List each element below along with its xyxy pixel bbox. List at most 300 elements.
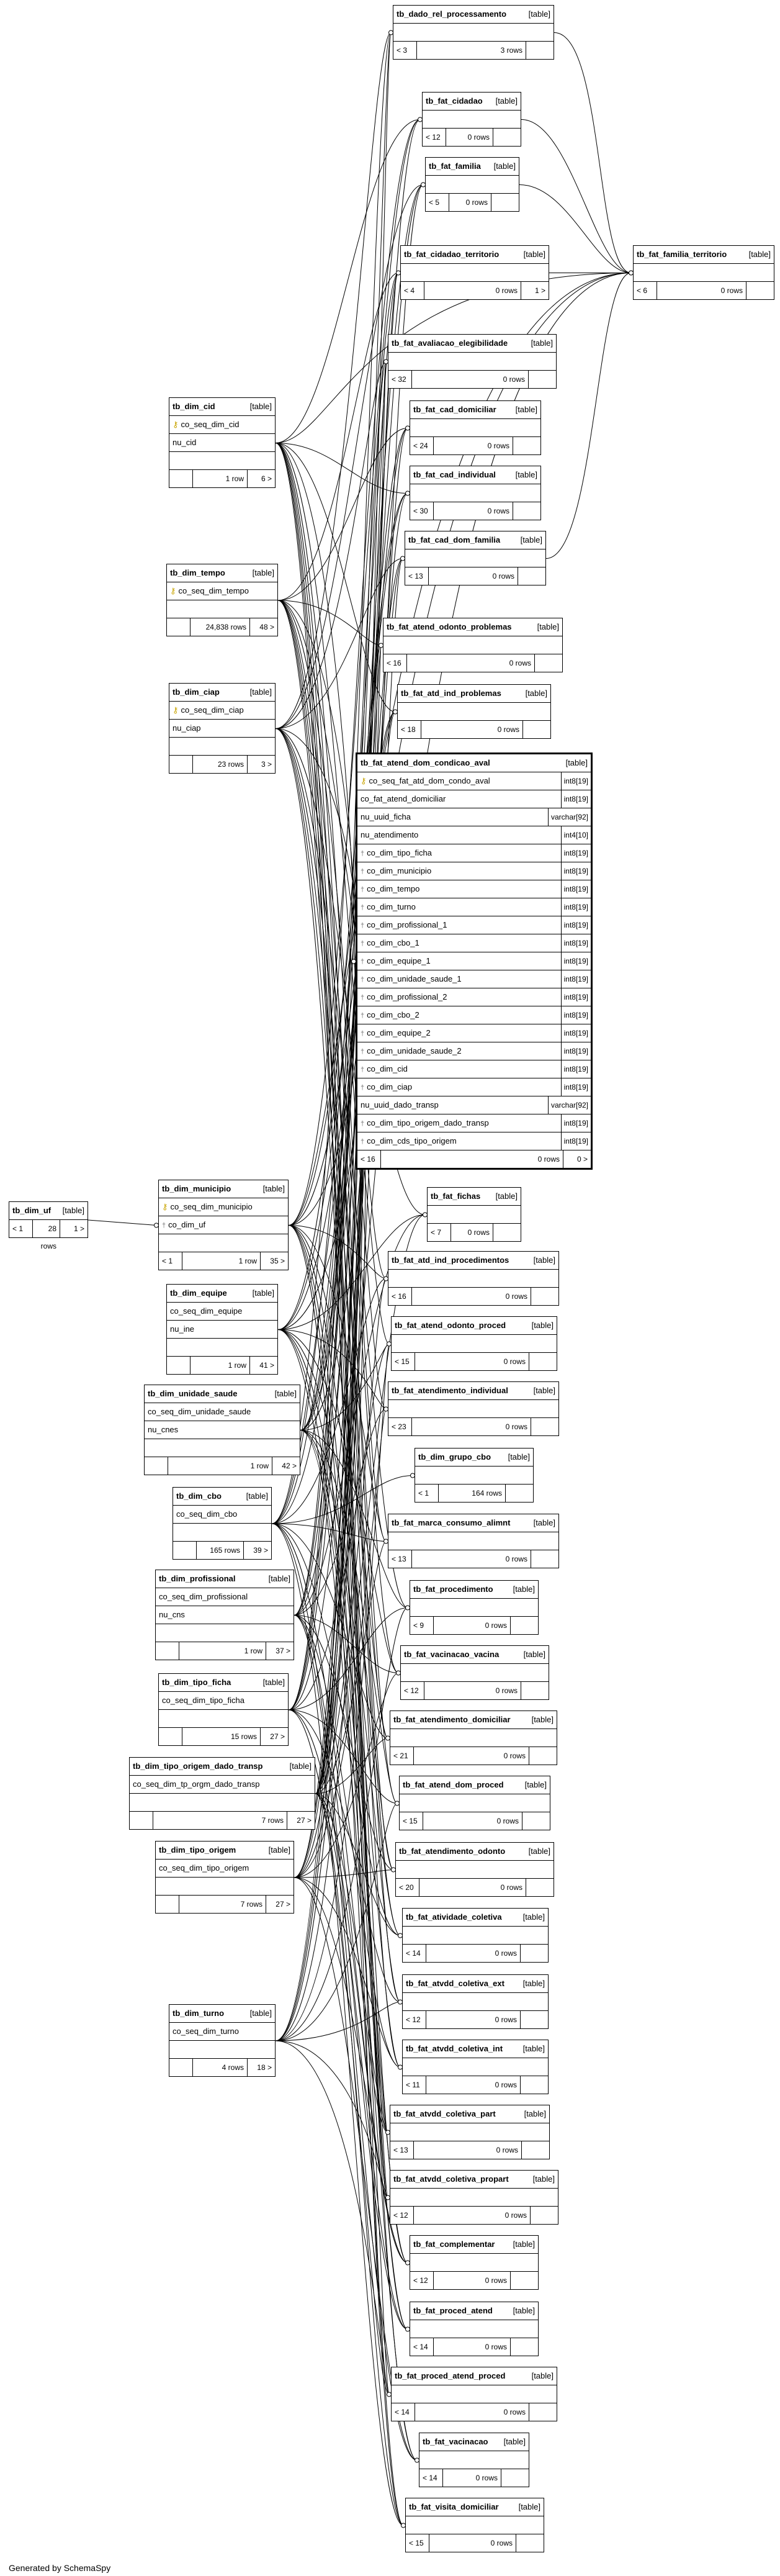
table-header xyxy=(410,2302,538,2320)
table-type-tag: [table] xyxy=(495,96,518,106)
table-tb-fat-atendimento-odonto[interactable] xyxy=(395,1842,554,1897)
column-row[interactable] xyxy=(357,862,591,880)
children-count[interactable]: 39 > xyxy=(253,1546,268,1555)
table-name[interactable]: tb_fat_atividade_coletiva xyxy=(406,1912,502,1922)
children-count[interactable] xyxy=(529,371,556,388)
row-count: 0 rows xyxy=(429,567,518,585)
column-row[interactable] xyxy=(357,1078,591,1096)
table-tb-fat-atend-odonto-proced[interactable] xyxy=(391,1316,557,1371)
column-name: co_seq_dim_tempo xyxy=(178,586,249,595)
column-row[interactable] xyxy=(357,988,591,1006)
parents-count[interactable] xyxy=(156,1642,179,1660)
children-count[interactable]: 37 > xyxy=(276,1647,290,1655)
table-tb-dim-turno[interactable] xyxy=(169,2004,276,2077)
table-tb-fat-cad-dom-familia[interactable] xyxy=(405,531,546,585)
parents-count[interactable] xyxy=(169,470,193,487)
parents-count[interactable]: < 12 xyxy=(390,2207,414,2224)
parents-count[interactable]: < 14 xyxy=(403,1945,426,1962)
table-tb-fat-complementar[interactable] xyxy=(410,2235,539,2290)
parents-count[interactable] xyxy=(167,618,191,636)
parents-count[interactable]: < 14 xyxy=(392,2403,415,2421)
table-tb-dim-cbo[interactable] xyxy=(173,1487,272,1560)
column-row[interactable] xyxy=(130,1776,315,1794)
column-name: co_dim_municipio xyxy=(367,866,432,875)
table-type-tag: [table] xyxy=(532,2174,555,2184)
table-type-tag: [table] xyxy=(249,2009,272,2018)
children-count[interactable] xyxy=(529,2403,557,2421)
table-tb-fat-atd-ind-problemas[interactable] xyxy=(397,684,551,739)
children-count[interactable] xyxy=(493,129,521,146)
children-count[interactable] xyxy=(529,1747,557,1765)
children-count[interactable] xyxy=(521,1945,548,1962)
children-count[interactable] xyxy=(746,282,774,299)
table-tb-dim-tipo-ficha[interactable] xyxy=(158,1673,289,1746)
parents-count[interactable]: < 9 xyxy=(410,1617,434,1634)
parents-count[interactable]: < 4 xyxy=(401,282,424,299)
table-footer xyxy=(388,1418,558,1435)
table-tb-fat-vacinacao-vacina[interactable] xyxy=(400,1645,549,1700)
table-name[interactable]: tb_fat_cad_dom_familia xyxy=(408,535,501,545)
column-row[interactable] xyxy=(357,772,591,790)
table-footer xyxy=(410,2272,538,2289)
parents-count[interactable] xyxy=(169,756,193,773)
children-count[interactable]: 41 > xyxy=(259,1361,274,1370)
table-tb-dim-equipe[interactable] xyxy=(166,1284,278,1375)
column-name: nu_cns xyxy=(159,1610,185,1619)
table-header xyxy=(156,1842,294,1860)
children-count[interactable] xyxy=(501,2469,529,2487)
children-count[interactable]: 1 > xyxy=(534,286,545,295)
table-type-tag: [table] xyxy=(252,568,274,577)
column-row[interactable] xyxy=(169,2023,275,2041)
table-name[interactable]: tb_dim_equipe xyxy=(170,1288,227,1298)
column-row[interactable] xyxy=(156,1588,294,1606)
table-tb-dim-unidade-saude[interactable] xyxy=(144,1385,300,1475)
children-count[interactable] xyxy=(513,437,540,454)
row-count: 0 rows xyxy=(657,282,746,299)
table-header xyxy=(423,93,521,111)
children-count[interactable] xyxy=(521,2076,548,2094)
parents-count[interactable]: < 5 xyxy=(426,194,449,211)
table-tb-fat-atd-ind-procedimentos[interactable] xyxy=(388,1251,559,1306)
column-row[interactable] xyxy=(357,916,591,934)
parents-count[interactable]: < 1 xyxy=(9,1220,33,1237)
empty-row xyxy=(390,2123,549,2141)
table-tb-dim-ciap[interactable] xyxy=(169,683,276,774)
table-name[interactable]: tb_fat_atendimento_domiciliar xyxy=(393,1715,511,1724)
table-name[interactable]: tb_dim_grupo_cbo xyxy=(418,1452,491,1462)
relationship-line xyxy=(294,1870,393,1878)
table-footer xyxy=(392,1353,557,1370)
table-tb-fat-atendimento-domiciliar[interactable] xyxy=(390,1711,557,1765)
table-name[interactable]: tb_dim_cid xyxy=(173,402,215,411)
table-type-tag: [table] xyxy=(268,1574,290,1583)
children-count[interactable]: 27 > xyxy=(297,1816,312,1825)
column-name: co_seq_dim_equipe xyxy=(170,1306,243,1316)
empty-row xyxy=(173,1524,271,1542)
empty-row xyxy=(392,1335,557,1353)
children-count[interactable]: 3 > xyxy=(261,760,272,769)
column-row[interactable] xyxy=(357,1024,591,1042)
parents-count[interactable]: < 32 xyxy=(388,371,412,388)
row-count: 0 rows xyxy=(426,2076,521,2094)
column-row[interactable] xyxy=(169,434,275,452)
parents-count[interactable]: < 21 xyxy=(390,1747,414,1765)
column-row[interactable] xyxy=(159,1198,288,1216)
table-footer xyxy=(393,42,554,59)
parents-count[interactable] xyxy=(130,1812,153,1829)
children-count[interactable] xyxy=(526,1879,554,1896)
table-header xyxy=(383,618,562,636)
table-name[interactable]: tb_dim_uf xyxy=(12,1206,52,1215)
table-name[interactable]: tb_dim_unidade_saude xyxy=(148,1389,238,1398)
table-name[interactable]: tb_fat_atvdd_coletiva_ext xyxy=(406,1979,504,1988)
column-row[interactable] xyxy=(357,826,591,844)
table-name[interactable]: tb_fat_atendimento_individual xyxy=(392,1386,508,1395)
parents-count[interactable]: < 16 xyxy=(357,1150,381,1168)
parents-count[interactable] xyxy=(145,1457,168,1475)
column-row[interactable] xyxy=(357,934,591,952)
children-count[interactable]: 27 > xyxy=(276,1900,290,1909)
table-tb-fat-proced-atend-proced[interactable] xyxy=(391,2367,557,2421)
children-count[interactable]: 48 > xyxy=(259,623,274,631)
parents-count[interactable]: < 1 xyxy=(159,1252,182,1270)
children-count[interactable] xyxy=(521,1682,549,1699)
table-tb-fat-proced-atend[interactable] xyxy=(410,2302,539,2356)
table-tb-fat-atividade-coletiva[interactable] xyxy=(402,1908,549,1963)
row-count: 1 row xyxy=(179,1642,266,1660)
children-count[interactable] xyxy=(526,42,554,59)
empty-row xyxy=(388,353,556,371)
children-count[interactable] xyxy=(518,567,545,585)
table-name[interactable]: tb_fat_atd_ind_procedimentos xyxy=(392,1255,509,1265)
table-header xyxy=(398,685,550,703)
column-row[interactable] xyxy=(357,1096,591,1114)
table-name[interactable]: tb_fat_atvdd_coletiva_propart xyxy=(393,2174,509,2184)
table-footer xyxy=(405,567,545,585)
table-tb-fat-vacinacao[interactable] xyxy=(419,2433,529,2487)
parents-count[interactable]: < 12 xyxy=(423,129,446,146)
table-name[interactable]: tb_fat_proced_atend xyxy=(413,2306,493,2315)
children-count[interactable] xyxy=(522,2141,549,2159)
table-footer xyxy=(390,2141,549,2159)
parents-count[interactable]: < 20 xyxy=(396,1879,419,1896)
column-row[interactable] xyxy=(357,1042,591,1060)
column-row[interactable] xyxy=(159,1216,288,1234)
table-name[interactable]: tb_fat_vacinacao xyxy=(423,2437,488,2446)
table-header xyxy=(159,1180,288,1198)
parents-count[interactable]: < 16 xyxy=(388,1288,412,1305)
children-count[interactable] xyxy=(531,1418,558,1435)
column-name: nu_ine xyxy=(170,1324,195,1334)
parents-count[interactable]: < 15 xyxy=(400,1812,423,1830)
generated-by-label: Generated by SchemaSpy xyxy=(9,2563,111,2573)
children-count[interactable]: 1 > xyxy=(73,1224,84,1233)
table-name[interactable]: tb_fat_visita_domiciliar xyxy=(409,2502,499,2511)
table-name[interactable]: tb_fat_cad_individual xyxy=(413,470,496,479)
table-tb-fat-atvdd-coletiva-propart[interactable] xyxy=(390,2170,558,2225)
table-name[interactable]: tb_dim_tipo_origem_dado_transp xyxy=(133,1761,263,1771)
table-tb-fat-familia-territorio[interactable] xyxy=(633,245,774,300)
column-row[interactable] xyxy=(357,1006,591,1024)
parents-count[interactable]: < 1 xyxy=(415,1485,439,1502)
parents-count[interactable]: < 12 xyxy=(410,2272,434,2289)
column-row[interactable] xyxy=(357,844,591,862)
table-name[interactable]: tb_fat_atend_dom_condicao_aval xyxy=(361,758,490,767)
children-count[interactable]: 6 > xyxy=(261,474,272,483)
parents-count[interactable]: < 12 xyxy=(401,1682,424,1699)
table-name[interactable]: tb_fat_familia_territorio xyxy=(637,250,727,259)
children-count[interactable] xyxy=(511,1617,538,1634)
table-tb-dim-tipo-origem[interactable] xyxy=(155,1841,294,1914)
table-footer xyxy=(169,470,275,487)
children-count[interactable]: 42 > xyxy=(282,1462,297,1470)
table-name[interactable]: tb_dim_cbo xyxy=(176,1491,222,1501)
table-header xyxy=(410,2236,538,2254)
table-tb-dado-rel-processamento[interactable] xyxy=(393,5,554,60)
table-tb-fat-procedimento[interactable] xyxy=(410,1580,539,1635)
table-tb-fat-atendimento-individual[interactable] xyxy=(388,1381,559,1436)
table-tb-fat-familia[interactable] xyxy=(425,157,519,212)
table-tb-fat-cidadao[interactable] xyxy=(422,92,521,147)
parents-count[interactable] xyxy=(159,1728,182,1745)
row-count: 0 rows xyxy=(414,2207,531,2224)
table-type-tag: [table] xyxy=(525,689,547,698)
table-name[interactable]: tb_fat_atd_ind_problemas xyxy=(401,689,501,698)
column-row[interactable] xyxy=(357,880,591,898)
column-row[interactable] xyxy=(357,952,591,970)
table-name[interactable]: tb_fat_atend_odonto_problemas xyxy=(387,622,512,631)
table-type-tag: [table] xyxy=(495,1191,518,1201)
table-tb-fat-atend-dom-condicao-aval[interactable] xyxy=(356,752,593,1170)
children-count[interactable]: 27 > xyxy=(270,1732,285,1741)
column-row[interactable] xyxy=(167,1321,277,1339)
parents-count[interactable]: < 14 xyxy=(419,2469,443,2487)
column-row[interactable] xyxy=(169,720,275,738)
table-tb-fat-marca-consumo-alimnt[interactable] xyxy=(388,1514,559,1568)
column-name: co_dim_cid xyxy=(367,1064,408,1073)
table-type-tag: [table] xyxy=(262,1184,285,1193)
children-count[interactable] xyxy=(529,1353,557,1370)
table-name[interactable]: tb_fat_fichas xyxy=(431,1191,481,1201)
column-row[interactable] xyxy=(169,416,275,434)
table-tb-fat-fichas[interactable] xyxy=(427,1187,521,1242)
table-name[interactable]: tb_fat_cidadao xyxy=(426,96,483,106)
table-header xyxy=(403,1975,548,1993)
children-count[interactable] xyxy=(516,2534,544,2552)
table-tb-dim-municipio[interactable] xyxy=(158,1180,289,1270)
row-count: 23 rows xyxy=(193,756,248,773)
parents-count[interactable]: < 7 xyxy=(428,1224,451,1241)
column-type: int4[10] xyxy=(561,826,591,844)
table-name[interactable]: tb_fat_cidadao_territorio xyxy=(404,250,500,259)
table-tb-dim-cid[interactable] xyxy=(169,397,276,488)
table-header xyxy=(392,1317,557,1335)
children-count[interactable] xyxy=(491,194,519,211)
table-tb-dim-grupo-cbo[interactable] xyxy=(415,1448,534,1503)
relationship-line xyxy=(554,33,631,273)
table-type-tag: [table] xyxy=(274,1389,297,1398)
table-name[interactable]: tb_fat_avaliacao_elegibilidade xyxy=(392,338,508,348)
table-name[interactable]: tb_fat_vacinacao_vacina xyxy=(404,1650,500,1659)
column-name: co_seq_dim_tipo_ficha xyxy=(162,1696,244,1705)
table-tb-fat-visita-domiciliar[interactable] xyxy=(405,2498,544,2552)
table-tb-fat-atend-dom-proced[interactable] xyxy=(399,1776,550,1830)
parents-count[interactable] xyxy=(173,1542,197,1559)
column-row[interactable] xyxy=(173,1506,271,1524)
table-type-tag: [table] xyxy=(524,1780,547,1789)
parents-count[interactable]: < 13 xyxy=(405,567,429,585)
table-footer xyxy=(400,1812,550,1830)
column-row[interactable] xyxy=(156,1606,294,1624)
row-count: 0 rows xyxy=(415,2403,529,2421)
column-row[interactable] xyxy=(357,898,591,916)
column-row[interactable] xyxy=(145,1403,300,1421)
children-count[interactable] xyxy=(523,721,550,738)
table-name[interactable]: tb_dim_tipo_ficha xyxy=(162,1678,231,1687)
table-footer xyxy=(388,371,556,388)
children-count[interactable] xyxy=(535,654,562,672)
table-name[interactable]: tb_dado_rel_processamento xyxy=(397,9,507,19)
table-name[interactable]: tb_fat_atendimento_odonto xyxy=(399,1846,506,1856)
table-type-tag: [table] xyxy=(513,2239,535,2249)
parents-count[interactable] xyxy=(169,2059,193,2076)
table-name[interactable]: tb_fat_familia xyxy=(429,161,481,171)
column-row[interactable] xyxy=(357,790,591,808)
row-count: 0 rows xyxy=(407,654,535,672)
children-count[interactable] xyxy=(511,2272,538,2289)
empty-row xyxy=(403,2058,548,2076)
children-count[interactable] xyxy=(506,1485,533,1502)
column-row[interactable] xyxy=(145,1421,300,1439)
column-row[interactable] xyxy=(159,1692,288,1710)
table-name[interactable]: tb_fat_atend_dom_proced xyxy=(403,1780,504,1789)
table-name[interactable]: tb_fat_proced_atend_proced xyxy=(395,2371,506,2380)
table-footer xyxy=(410,1617,538,1634)
table-tb-fat-atvdd-coletiva-part[interactable] xyxy=(390,2105,550,2159)
column-row[interactable] xyxy=(357,1060,591,1078)
table-tb-fat-avaliacao-elegibilidade[interactable] xyxy=(388,334,557,389)
table-footer xyxy=(145,1457,300,1475)
table-tb-fat-atend-odonto-problemas[interactable] xyxy=(383,618,563,672)
column-row[interactable] xyxy=(167,1303,277,1321)
parents-count[interactable] xyxy=(167,1357,191,1374)
empty-row xyxy=(400,1794,550,1812)
column-row[interactable] xyxy=(156,1860,294,1878)
table-header xyxy=(167,564,277,582)
table-tb-fat-atvdd-coletiva-int[interactable] xyxy=(402,2040,549,2094)
children-count[interactable] xyxy=(493,1224,521,1241)
children-count[interactable] xyxy=(521,2011,548,2028)
table-name[interactable]: tb_fat_complementar xyxy=(413,2239,495,2249)
children-count[interactable] xyxy=(531,2207,558,2224)
parents-count[interactable]: < 18 xyxy=(398,721,421,738)
children-count[interactable] xyxy=(531,1550,558,1568)
children-count[interactable]: 0 > xyxy=(576,1155,588,1164)
empty-row xyxy=(403,1927,548,1945)
parents-count[interactable]: < 3 xyxy=(393,42,417,59)
children-count[interactable] xyxy=(522,1812,550,1830)
table-type-tag: [table] xyxy=(533,1386,555,1395)
parents-count[interactable]: < 11 xyxy=(403,2076,426,2094)
parents-count[interactable]: < 24 xyxy=(410,437,434,454)
foreign-key-icon: † xyxy=(361,940,365,947)
parents-count[interactable]: < 14 xyxy=(410,2338,434,2356)
table-name[interactable]: tb_dim_municipio xyxy=(162,1184,231,1193)
parents-count[interactable]: < 16 xyxy=(383,654,407,672)
foreign-key-icon: † xyxy=(361,1066,365,1073)
table-tb-fat-cad-individual[interactable] xyxy=(410,466,541,520)
table-name[interactable]: tb_dim_profissional xyxy=(159,1574,236,1583)
table-name[interactable]: tb_fat_marca_consumo_alimnt xyxy=(392,1518,511,1527)
column-type: int8[19] xyxy=(561,898,591,916)
row-count: 0 rows xyxy=(414,2141,522,2159)
column-name: nu_uuid_dado_transp xyxy=(361,1100,439,1109)
table-name[interactable]: tb_dim_turno xyxy=(173,2009,225,2018)
children-count[interactable] xyxy=(531,1288,558,1305)
parents-count[interactable]: < 13 xyxy=(390,2141,414,2159)
parents-count[interactable]: < 15 xyxy=(406,2534,429,2552)
children-count[interactable] xyxy=(511,2338,538,2356)
table-tb-fat-cad-domiciliar[interactable] xyxy=(410,400,541,455)
empty-row xyxy=(410,484,540,502)
table-header xyxy=(410,401,540,419)
table-type-tag: [table] xyxy=(522,1979,545,1988)
parents-count[interactable] xyxy=(156,1896,179,1913)
column-row[interactable] xyxy=(169,702,275,720)
column-row[interactable] xyxy=(357,808,591,826)
children-count[interactable] xyxy=(513,502,540,520)
table-name[interactable]: tb_fat_atvdd_coletiva_int xyxy=(406,2044,503,2053)
parents-count[interactable]: < 13 xyxy=(388,1550,412,1568)
table-footer xyxy=(406,2534,544,2552)
column-name: co_dim_tempo xyxy=(367,884,420,893)
column-name: co_seq_dim_tipo_origem xyxy=(159,1863,249,1873)
row-count: 164 rows xyxy=(439,1485,506,1502)
table-name[interactable]: tb_dim_tempo xyxy=(170,568,225,577)
table-name[interactable]: tb_fat_atvdd_coletiva_part xyxy=(393,2109,496,2118)
table-tb-dim-tempo[interactable] xyxy=(166,564,278,636)
parents-count[interactable]: < 12 xyxy=(403,2011,426,2028)
table-name[interactable]: tb_fat_procedimento xyxy=(413,1584,493,1594)
table-name[interactable]: tb_fat_cad_domiciliar xyxy=(413,405,496,414)
table-name[interactable]: tb_dim_tipo_origem xyxy=(159,1845,236,1855)
column-row[interactable] xyxy=(357,970,591,988)
children-count[interactable]: 18 > xyxy=(257,2063,272,2072)
column-type: int8[19] xyxy=(561,1060,591,1078)
table-tb-dim-profissional[interactable] xyxy=(155,1570,294,1660)
parents-count[interactable]: < 30 xyxy=(410,502,434,520)
table-tb-fat-cidadao-territorio[interactable] xyxy=(400,245,549,300)
children-count[interactable]: 35 > xyxy=(270,1257,285,1265)
row-count: 0 rows xyxy=(426,2011,521,2028)
column-row[interactable] xyxy=(357,1114,591,1132)
parents-count[interactable]: < 15 xyxy=(392,1353,415,1370)
row-count: 3 rows xyxy=(417,42,526,59)
parents-count[interactable]: < 23 xyxy=(388,1418,412,1435)
column-name: co_dim_cds_tipo_origem xyxy=(367,1136,457,1146)
column-row[interactable] xyxy=(357,1132,591,1150)
table-header xyxy=(634,246,774,264)
table-name[interactable]: tb_dim_ciap xyxy=(173,687,220,697)
column-name: nu_cid xyxy=(173,438,197,447)
table-name[interactable]: tb_fat_atend_odonto_proced xyxy=(395,1321,506,1330)
table-tb-dim-uf[interactable] xyxy=(9,1201,88,1250)
parents-count[interactable]: < 6 xyxy=(634,282,657,299)
table-tb-dim-tipo-origem-dado-transp[interactable] xyxy=(129,1757,315,1830)
table-tb-fat-atvdd-coletiva-ext[interactable] xyxy=(402,1974,549,2029)
column-row[interactable] xyxy=(167,582,277,600)
